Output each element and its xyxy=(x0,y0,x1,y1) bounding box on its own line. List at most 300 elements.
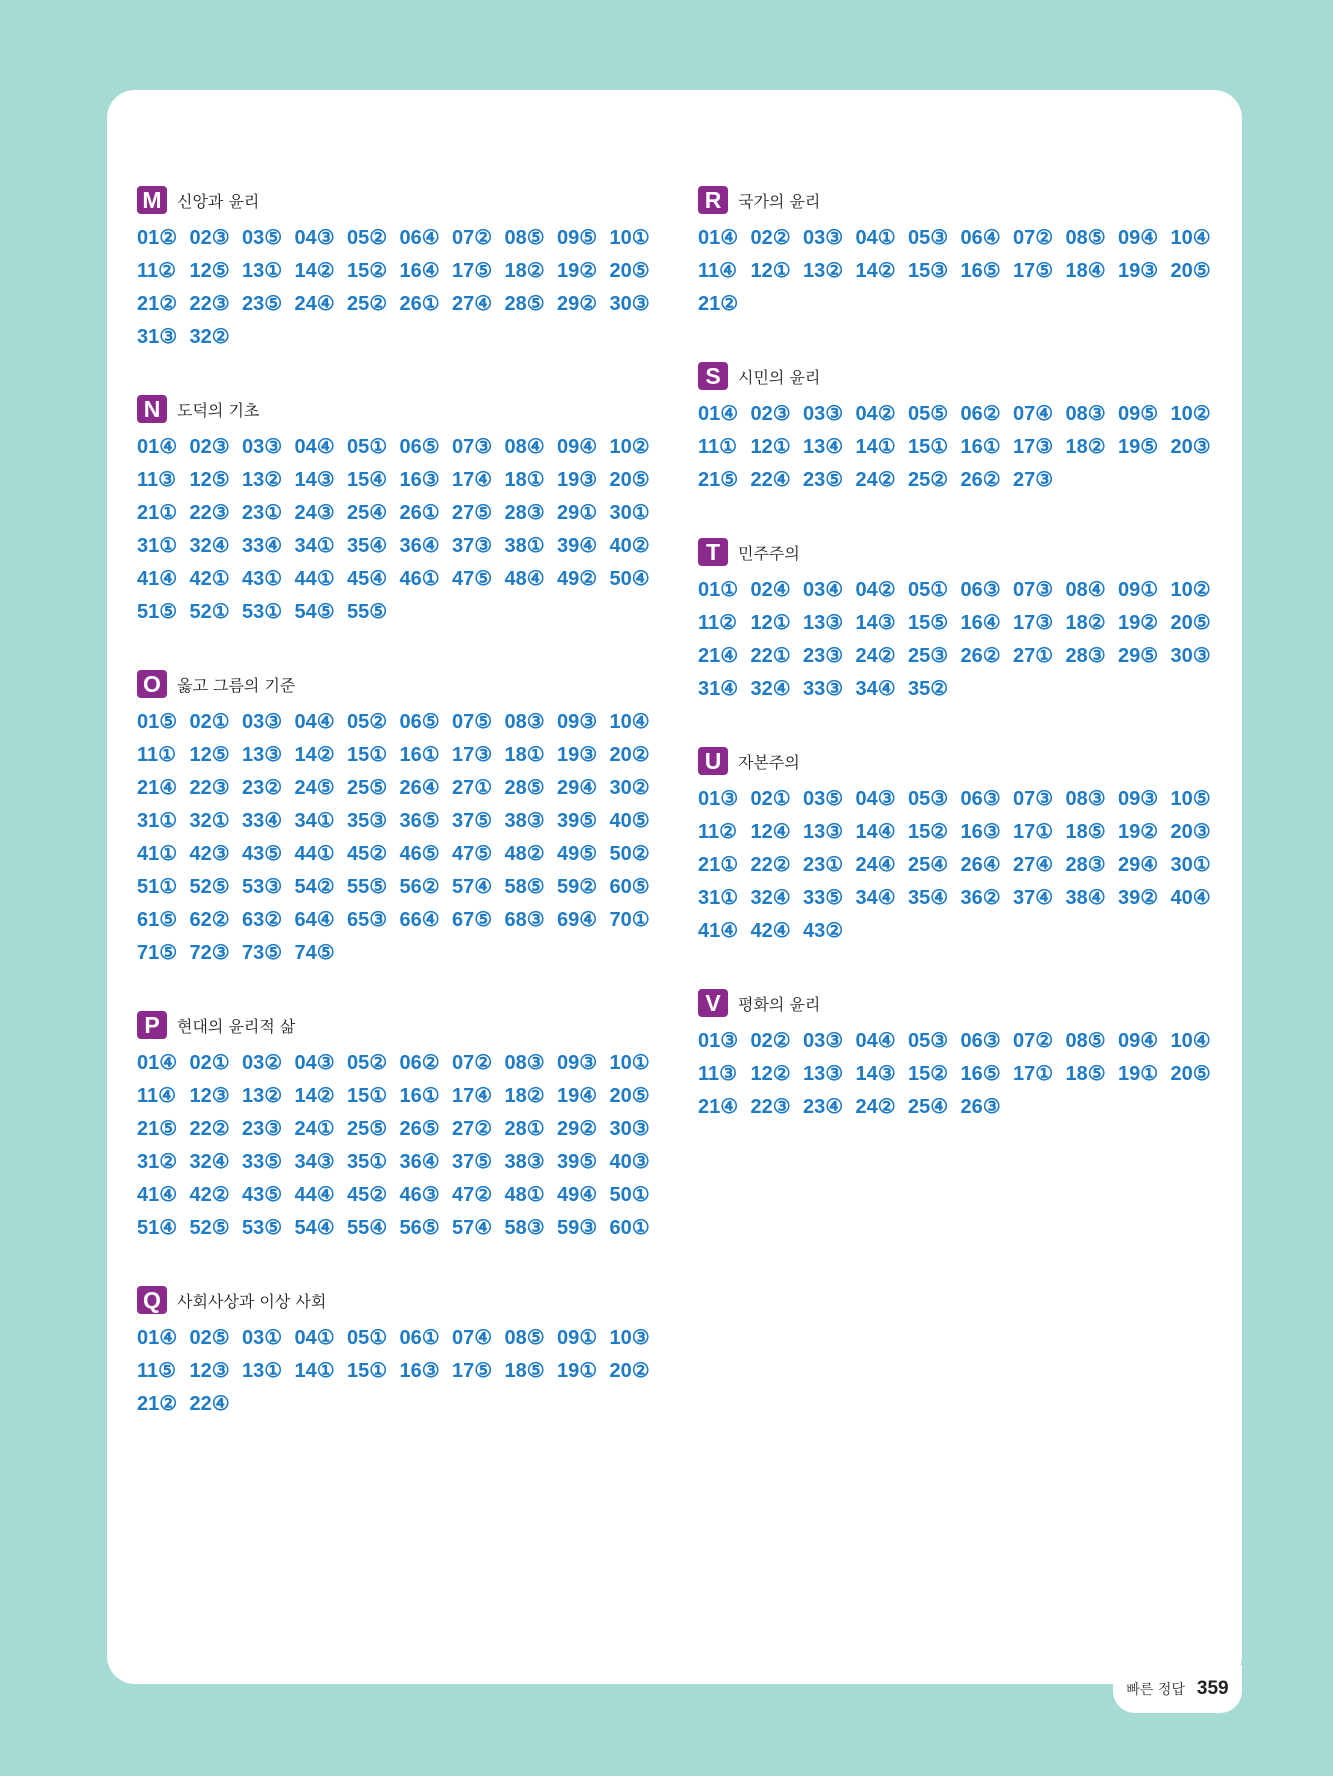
answer-item: 32④ xyxy=(189,535,230,557)
answer-item: 09③ xyxy=(557,1052,598,1074)
answer-item: 07② xyxy=(452,227,493,249)
answer-item: 03④ xyxy=(803,579,844,601)
answer-item: 28① xyxy=(504,1118,545,1140)
answer-item: 08③ xyxy=(504,1052,545,1074)
section-header xyxy=(698,538,1223,566)
answer-item: 07③ xyxy=(1013,788,1054,810)
answer-item: 31③ xyxy=(137,326,178,348)
answer-item: 17③ xyxy=(452,744,493,766)
answer-item: 42④ xyxy=(750,920,791,942)
answer-item: 32① xyxy=(189,810,230,832)
answer-item: 24④ xyxy=(855,854,896,876)
answer-item: 38③ xyxy=(504,1151,545,1173)
answer-item: 21② xyxy=(137,1393,178,1415)
answer-item: 20⑤ xyxy=(609,469,650,491)
answer-row xyxy=(137,320,662,353)
section-header xyxy=(137,186,662,214)
answer-section-t xyxy=(698,538,1223,705)
answer-item: 15⑤ xyxy=(908,612,949,634)
answer-item: 48④ xyxy=(504,568,545,590)
answer-item: 25④ xyxy=(347,502,388,524)
answer-item: 10① xyxy=(609,227,650,249)
footer-label: 빠른 정답 xyxy=(1126,1682,1185,1698)
answer-item: 37④ xyxy=(1013,887,1054,909)
answer-item: 14① xyxy=(294,1360,335,1382)
answer-item: 16③ xyxy=(399,1360,440,1382)
answer-item: 10② xyxy=(1170,579,1211,601)
answer-item: 05③ xyxy=(908,227,949,249)
section-title: 옳고 그름의 기준 xyxy=(177,675,296,695)
answer-item: 25③ xyxy=(908,645,949,667)
section-letter-badge: U xyxy=(698,747,728,775)
answer-item: 27① xyxy=(1013,645,1054,667)
answer-item: 30③ xyxy=(609,293,650,315)
answer-item: 13② xyxy=(242,469,283,491)
answer-item: 06④ xyxy=(399,227,440,249)
answer-item: 50② xyxy=(609,843,650,865)
answer-item: 08⑤ xyxy=(504,227,545,249)
answer-item: 16① xyxy=(960,436,1001,458)
answer-item: 69④ xyxy=(557,909,598,931)
answer-item: 15② xyxy=(347,260,388,282)
answer-item: 30① xyxy=(1170,854,1211,876)
answer-item: 59③ xyxy=(557,1217,598,1239)
answer-item: 38③ xyxy=(504,810,545,832)
section-letter-badge: T xyxy=(698,538,728,566)
answer-item: 22② xyxy=(750,854,791,876)
answer-item: 13① xyxy=(242,260,283,282)
answer-item: 29② xyxy=(557,293,598,315)
answer-item: 13② xyxy=(803,260,844,282)
answer-item: 55⑤ xyxy=(347,876,388,898)
answer-item: 18⑤ xyxy=(1065,1063,1106,1085)
answer-item: 09④ xyxy=(1118,227,1159,249)
answer-item: 47② xyxy=(452,1184,493,1206)
answer-item: 54⑤ xyxy=(294,601,335,623)
left-column xyxy=(137,186,662,1462)
answer-item: 08⑤ xyxy=(1065,227,1106,249)
answer-item: 29④ xyxy=(1118,854,1159,876)
answer-item: 63② xyxy=(242,909,283,931)
answer-item: 74⑤ xyxy=(294,942,335,964)
answer-item: 43⑤ xyxy=(242,843,283,865)
answer-item: 16① xyxy=(399,744,440,766)
answer-row xyxy=(137,595,662,628)
answer-row xyxy=(137,738,662,771)
answer-row xyxy=(698,815,1223,848)
answer-item: 18② xyxy=(1065,436,1106,458)
answer-item: 02② xyxy=(750,227,791,249)
answer-item: 30③ xyxy=(609,1118,650,1140)
answer-row xyxy=(137,1321,662,1354)
answer-item: 19⑤ xyxy=(1118,436,1159,458)
answer-item: 05① xyxy=(908,579,949,601)
answer-item: 10④ xyxy=(1170,1030,1211,1052)
answer-item: 08③ xyxy=(1065,403,1106,425)
answer-item: 14② xyxy=(294,744,335,766)
answer-item: 25④ xyxy=(908,1096,949,1118)
answer-item: 06③ xyxy=(960,579,1001,601)
answer-item: 49④ xyxy=(557,1184,598,1206)
answer-item: 68③ xyxy=(504,909,545,931)
answer-item: 20⑤ xyxy=(1170,1063,1211,1085)
answer-item: 32④ xyxy=(750,678,791,700)
answer-item: 23⑤ xyxy=(242,293,283,315)
section-title: 사회사상과 이상 사회 xyxy=(177,1291,327,1311)
answer-item: 64④ xyxy=(294,909,335,931)
answer-item: 53⑤ xyxy=(242,1217,283,1239)
answer-item: 57④ xyxy=(452,876,493,898)
answer-item: 54④ xyxy=(294,1217,335,1239)
answer-item: 05① xyxy=(347,436,388,458)
answer-item: 01④ xyxy=(698,227,739,249)
answer-item: 52⑤ xyxy=(189,876,230,898)
answer-item: 11③ xyxy=(698,1063,738,1085)
answer-row xyxy=(137,1387,662,1420)
answer-item: 05⑤ xyxy=(908,403,949,425)
answer-item: 47⑤ xyxy=(452,568,493,590)
answer-item: 04④ xyxy=(294,436,335,458)
answer-item: 12⑤ xyxy=(189,744,230,766)
answer-item: 21② xyxy=(698,293,739,315)
answer-item: 25⑤ xyxy=(347,1118,388,1140)
answer-item: 29④ xyxy=(557,777,598,799)
answer-item: 15② xyxy=(908,1063,949,1085)
answer-row xyxy=(698,782,1223,815)
answer-row xyxy=(698,639,1223,672)
answer-row xyxy=(137,837,662,870)
answer-item: 18① xyxy=(504,469,545,491)
answer-item: 16① xyxy=(399,1085,440,1107)
answer-item: 22③ xyxy=(189,777,230,799)
answer-row xyxy=(137,430,662,463)
answer-item: 06④ xyxy=(960,227,1001,249)
answer-item: 01④ xyxy=(137,436,178,458)
answer-item: 12⑤ xyxy=(189,260,230,282)
answer-row xyxy=(137,903,662,936)
answer-item: 20② xyxy=(609,1360,650,1382)
answer-item: 05③ xyxy=(908,788,949,810)
answer-item: 70① xyxy=(609,909,650,931)
answer-item: 31① xyxy=(137,535,178,557)
answer-row xyxy=(137,1046,662,1079)
page-number: 359 xyxy=(1196,1678,1229,1699)
answer-row xyxy=(137,463,662,496)
answer-item: 53① xyxy=(242,601,283,623)
answer-item: 73⑤ xyxy=(242,942,283,964)
answer-item: 16④ xyxy=(960,612,1001,634)
answer-item: 03③ xyxy=(803,227,844,249)
answer-item: 11④ xyxy=(137,1085,177,1107)
answer-item: 30① xyxy=(609,502,650,524)
answer-row xyxy=(137,562,662,595)
answer-row xyxy=(137,1112,662,1145)
answer-item: 11① xyxy=(698,436,738,458)
answer-section-o xyxy=(137,670,662,969)
answer-item: 04② xyxy=(855,403,896,425)
section-header xyxy=(698,186,1223,214)
answer-item: 23① xyxy=(803,854,844,876)
answer-item: 11② xyxy=(698,821,738,843)
answer-item: 14④ xyxy=(855,821,896,843)
answer-item: 29① xyxy=(557,502,598,524)
answer-item: 18② xyxy=(1065,612,1106,634)
answer-item: 10③ xyxy=(609,1327,650,1349)
section-letter-badge: O xyxy=(137,670,167,698)
answer-item: 28③ xyxy=(1065,645,1106,667)
answer-item: 22① xyxy=(750,645,791,667)
answer-item: 24② xyxy=(855,469,896,491)
section-letter-badge: P xyxy=(137,1011,167,1039)
section-title: 현대의 윤리적 삶 xyxy=(177,1016,296,1036)
answer-item: 14① xyxy=(855,436,896,458)
answer-item: 23③ xyxy=(803,645,844,667)
answer-item: 31① xyxy=(137,810,178,832)
section-letter-badge: V xyxy=(698,989,728,1017)
answer-item: 36④ xyxy=(399,1151,440,1173)
answer-item: 03② xyxy=(242,1052,283,1074)
answer-row xyxy=(137,529,662,562)
answer-item: 05② xyxy=(347,1052,388,1074)
answer-item: 38④ xyxy=(1065,887,1106,909)
answer-item: 07② xyxy=(452,1052,493,1074)
answer-item: 12⑤ xyxy=(189,469,230,491)
section-header xyxy=(137,395,662,423)
answer-item: 08④ xyxy=(1065,579,1106,601)
answer-item: 11① xyxy=(137,744,177,766)
answer-item: 08⑤ xyxy=(1065,1030,1106,1052)
answer-item: 03③ xyxy=(803,1030,844,1052)
answer-item: 13① xyxy=(242,1360,283,1382)
answer-item: 52⑤ xyxy=(189,1217,230,1239)
answer-item: 10② xyxy=(609,436,650,458)
answer-item: 04③ xyxy=(855,788,896,810)
answer-item: 31① xyxy=(698,887,739,909)
answer-item: 47⑤ xyxy=(452,843,493,865)
answer-section-s xyxy=(698,362,1223,496)
answer-item: 50① xyxy=(609,1184,650,1206)
answer-item: 36⑤ xyxy=(399,810,440,832)
answer-item: 50④ xyxy=(609,568,650,590)
answer-item: 27④ xyxy=(452,293,493,315)
answer-item: 32④ xyxy=(189,1151,230,1173)
answer-row xyxy=(698,1057,1223,1090)
answer-item: 01④ xyxy=(137,1052,178,1074)
answer-item: 14③ xyxy=(855,1063,896,1085)
answer-item: 44① xyxy=(294,843,335,865)
answer-row xyxy=(698,254,1223,287)
answer-item: 14③ xyxy=(855,612,896,634)
answer-item: 17① xyxy=(1013,821,1054,843)
answer-item: 01① xyxy=(698,579,739,601)
answer-item: 60① xyxy=(609,1217,650,1239)
answer-item: 62② xyxy=(189,909,230,931)
answer-row xyxy=(698,287,1223,320)
answer-row xyxy=(698,914,1223,947)
answer-row xyxy=(698,430,1223,463)
answer-item: 21④ xyxy=(137,777,178,799)
answer-item: 33⑤ xyxy=(803,887,844,909)
answer-item: 33③ xyxy=(803,678,844,700)
answer-row xyxy=(698,573,1223,606)
page-footer xyxy=(1113,1665,1242,1713)
answer-item: 34① xyxy=(294,535,335,557)
answer-item: 20⑤ xyxy=(1170,260,1211,282)
answer-item: 55⑤ xyxy=(347,601,388,623)
answer-section-u xyxy=(698,747,1223,947)
answer-item: 04④ xyxy=(855,1030,896,1052)
answer-item: 22③ xyxy=(189,502,230,524)
answer-item: 29② xyxy=(557,1118,598,1140)
answer-item: 13③ xyxy=(803,1063,844,1085)
answer-item: 22④ xyxy=(189,1393,230,1415)
section-title: 평화의 윤리 xyxy=(738,994,821,1014)
answer-row xyxy=(137,1079,662,1112)
right-column xyxy=(698,186,1223,1165)
answer-item: 56② xyxy=(399,876,440,898)
answer-row xyxy=(137,496,662,529)
answer-item: 03③ xyxy=(242,436,283,458)
answer-item: 28③ xyxy=(1065,854,1106,876)
answer-item: 14② xyxy=(294,1085,335,1107)
answer-item: 17④ xyxy=(452,469,493,491)
answer-item: 46③ xyxy=(399,1184,440,1206)
answer-item: 26⑤ xyxy=(399,1118,440,1140)
answer-item: 18⑤ xyxy=(1065,821,1106,843)
answer-item: 06① xyxy=(399,1327,440,1349)
answer-item: 48① xyxy=(504,1184,545,1206)
answer-item: 46① xyxy=(399,568,440,590)
answer-item: 07③ xyxy=(452,436,493,458)
answer-item: 02③ xyxy=(189,227,230,249)
answer-item: 02② xyxy=(750,1030,791,1052)
answer-item: 09⑤ xyxy=(1118,403,1159,425)
answer-item: 01④ xyxy=(698,403,739,425)
answer-item: 16④ xyxy=(399,260,440,282)
answer-item: 44④ xyxy=(294,1184,335,1206)
answer-item: 19① xyxy=(1118,1063,1159,1085)
answer-item: 06② xyxy=(399,1052,440,1074)
answer-item: 45④ xyxy=(347,568,388,590)
answer-item: 59② xyxy=(557,876,598,898)
answer-item: 02① xyxy=(750,788,791,810)
answer-row xyxy=(137,221,662,254)
answer-item: 49② xyxy=(557,568,598,590)
answer-row xyxy=(698,1090,1223,1123)
answer-item: 19③ xyxy=(557,744,598,766)
answer-item: 04③ xyxy=(294,227,335,249)
answer-item: 10① xyxy=(609,1052,650,1074)
answer-item: 11② xyxy=(137,260,177,282)
answer-item: 01② xyxy=(137,227,178,249)
answer-item: 02③ xyxy=(750,403,791,425)
section-title: 신앙과 윤리 xyxy=(177,191,260,211)
answer-row xyxy=(698,848,1223,881)
section-header xyxy=(698,747,1223,775)
answer-item: 26② xyxy=(960,645,1001,667)
answer-item: 41① xyxy=(137,843,178,865)
answer-item: 12③ xyxy=(189,1085,230,1107)
answer-item: 21⑤ xyxy=(137,1118,178,1140)
answer-item: 24① xyxy=(294,1118,335,1140)
answer-item: 18① xyxy=(504,744,545,766)
answer-item: 33⑤ xyxy=(242,1151,283,1173)
answer-item: 27③ xyxy=(1013,469,1054,491)
answer-item: 22③ xyxy=(750,1096,791,1118)
answer-item: 42③ xyxy=(189,843,230,865)
answer-item: 35④ xyxy=(347,535,388,557)
answer-item: 15① xyxy=(347,1360,388,1382)
answer-item: 72③ xyxy=(189,942,230,964)
answer-item: 56⑤ xyxy=(399,1217,440,1239)
section-title: 국가의 윤리 xyxy=(738,191,821,211)
answer-item: 40③ xyxy=(609,1151,650,1173)
answer-item: 43⑤ xyxy=(242,1184,283,1206)
answer-item: 20⑤ xyxy=(1170,612,1211,634)
answer-item: 17① xyxy=(1013,1063,1054,1085)
answer-item: 28⑤ xyxy=(504,293,545,315)
answer-item: 22③ xyxy=(189,293,230,315)
answer-section-m xyxy=(137,186,662,353)
answer-item: 39⑤ xyxy=(557,1151,598,1173)
answer-item: 12③ xyxy=(189,1360,230,1382)
answer-item: 15② xyxy=(908,821,949,843)
answer-item: 06⑤ xyxy=(399,436,440,458)
answer-item: 39② xyxy=(1118,887,1159,909)
answer-item: 65③ xyxy=(347,909,388,931)
answer-item: 07⑤ xyxy=(452,711,493,733)
answer-item: 19② xyxy=(1118,612,1159,634)
section-title: 시민의 윤리 xyxy=(738,367,821,387)
answer-item: 02⑤ xyxy=(189,1327,230,1349)
answer-item: 17③ xyxy=(1013,436,1054,458)
answer-item: 01⑤ xyxy=(137,711,178,733)
answer-item: 32④ xyxy=(750,887,791,909)
answer-item: 35① xyxy=(347,1151,388,1173)
answer-item: 07④ xyxy=(452,1327,493,1349)
answer-item: 05② xyxy=(347,711,388,733)
answer-item: 39⑤ xyxy=(557,810,598,832)
answer-item: 57④ xyxy=(452,1217,493,1239)
answer-item: 21① xyxy=(698,854,739,876)
section-title: 도덕의 기초 xyxy=(177,400,260,420)
answer-item: 04③ xyxy=(294,1052,335,1074)
answer-item: 37③ xyxy=(452,535,493,557)
answer-item: 02④ xyxy=(750,579,791,601)
answer-item: 40② xyxy=(609,535,650,557)
answer-item: 17③ xyxy=(1013,612,1054,634)
answer-item: 05① xyxy=(347,1327,388,1349)
answer-item: 19② xyxy=(1118,821,1159,843)
answer-section-r xyxy=(698,186,1223,320)
answer-item: 07③ xyxy=(1013,579,1054,601)
answer-item: 19③ xyxy=(1118,260,1159,282)
answer-item: 04① xyxy=(294,1327,335,1349)
answer-item: 25⑤ xyxy=(347,777,388,799)
answer-item: 24⑤ xyxy=(294,777,335,799)
answer-item: 06⑤ xyxy=(399,711,440,733)
answer-item: 03⑤ xyxy=(242,227,283,249)
answer-row xyxy=(698,606,1223,639)
answer-item: 60⑤ xyxy=(609,876,650,898)
answer-item: 12① xyxy=(750,436,791,458)
answer-item: 09① xyxy=(1118,579,1159,601)
answer-row xyxy=(698,397,1223,430)
answer-item: 25② xyxy=(908,469,949,491)
answer-row xyxy=(137,1211,662,1244)
answer-item: 40⑤ xyxy=(609,810,650,832)
answer-item: 22② xyxy=(189,1118,230,1140)
